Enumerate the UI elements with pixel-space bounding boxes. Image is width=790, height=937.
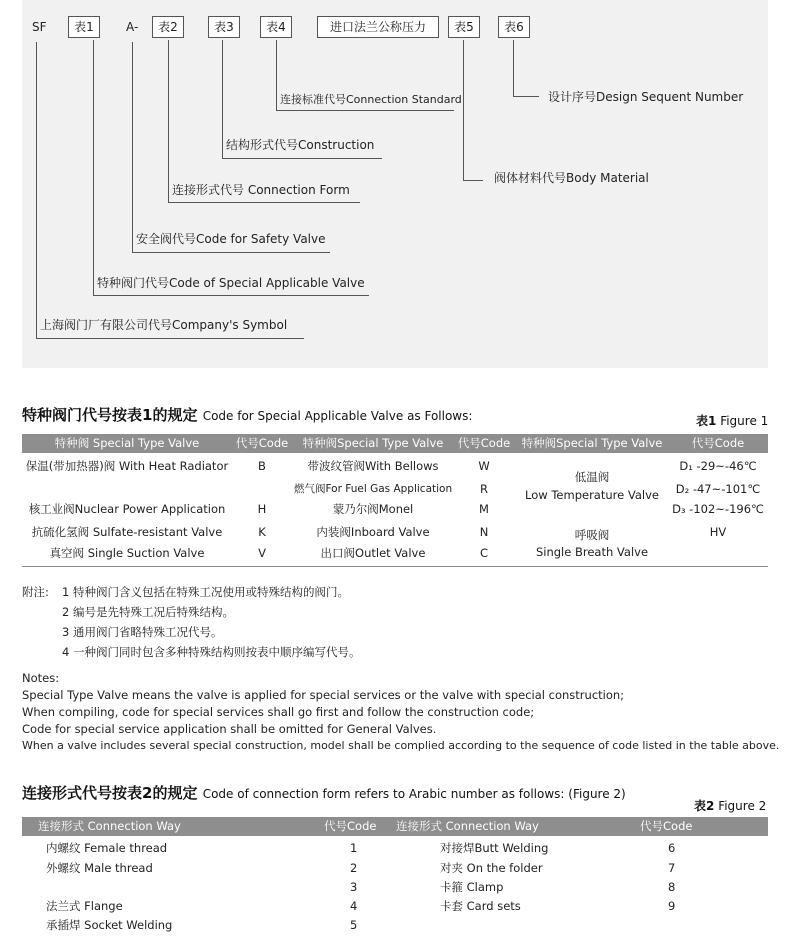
table2-header-cell: 代号Code <box>640 819 693 833</box>
table-cell: N <box>479 525 489 539</box>
table1-header-cell: 代号Code <box>691 436 745 450</box>
table-cell: D₂ -47~-101℃ <box>675 482 761 496</box>
leader-line <box>222 158 382 159</box>
leader-line <box>276 110 454 111</box>
leader-line <box>463 40 464 180</box>
table1-bottom-rule <box>22 566 768 567</box>
label-body-material: 阀体材料代号Body Material <box>494 171 649 185</box>
table-cell: 低温阀 <box>574 470 610 484</box>
leader-line <box>36 42 37 338</box>
code-box-pressure: 进口法兰公称压力 <box>317 16 439 38</box>
notes-en-line: When a valve includes several special construction, model shall be complied according to the sequence of code listed in the table above. <box>22 739 780 752</box>
notes-en-line: Notes: <box>22 671 60 685</box>
table-cell: C <box>479 546 489 560</box>
table-cell: 内装阀Inboard Valve <box>316 525 430 539</box>
code-box-t6: 表6 <box>498 16 530 38</box>
table-cell: 燃气阀For Fuel Gas Application <box>294 483 453 495</box>
notes-cn-item: 1 特种阀门含义包括在特殊工况使用或特殊结构的阀门。 <box>62 585 349 599</box>
leader-line <box>463 180 483 181</box>
table-cell: 6 <box>668 841 676 855</box>
table-cell: 3 <box>350 880 358 894</box>
notes-cn-item: 2 编号是先特殊工况后特殊结构。 <box>62 605 234 619</box>
code-box-t3: 表3 <box>208 16 240 38</box>
notes-en-line: When compiling, code for special services shall go first and follow the construction code; <box>22 705 535 719</box>
code-sf: SF <box>32 20 47 34</box>
label-connection-standard: 连接标准代号Connection Standard <box>280 93 462 106</box>
code-box-t4: 表4 <box>260 16 292 38</box>
table-cell: 2 <box>350 861 358 875</box>
table-cell: 卡套 Card sets <box>440 899 521 913</box>
table1-header-cell: 代号Code <box>235 436 289 450</box>
table1-header-cell: 特种阀 Special Type Valve <box>54 436 200 450</box>
notes-en-line: Code for special service application shall be omitted for General Valves. <box>22 722 437 736</box>
table-cell: H <box>257 502 267 516</box>
leader-line <box>132 42 133 252</box>
label-connection-form: 连接形式代号 Connection Form <box>172 183 350 197</box>
table-cell: B <box>258 459 266 473</box>
table-cell: 真空阀 Single Suction Valve <box>49 546 205 560</box>
table-cell: 核工业阀Nuclear Power Application <box>28 502 226 516</box>
code-box-t1: 表1 <box>68 16 100 38</box>
table1-header-cell: 特种阀Special Type Valve <box>521 436 663 450</box>
table1-header-cell: 代号Code <box>457 436 511 450</box>
figure1-caption: 表1 Figure 1 <box>696 414 769 428</box>
table-cell: 内螺纹 Female thread <box>46 841 168 855</box>
table-cell: D₁ -29~-46℃ <box>679 459 757 473</box>
model-code-diagram <box>22 0 768 368</box>
table2-header <box>22 817 768 836</box>
table-cell: V <box>258 546 266 560</box>
table-cell: W <box>478 459 490 473</box>
leader-line <box>93 295 369 296</box>
label-construction: 结构形式代号Construction <box>226 138 375 152</box>
table-cell: 带波纹管阀With Bellows <box>307 459 439 473</box>
table-cell: 对夹 On the folder <box>440 861 543 875</box>
leader-line <box>93 40 94 295</box>
leader-line <box>276 40 277 110</box>
leader-line <box>513 40 514 96</box>
table-cell: Low Temperature Valve <box>525 488 659 502</box>
leader-line <box>168 40 169 202</box>
notes-cn-label: 附注: <box>22 585 49 599</box>
table-cell: 7 <box>668 861 676 875</box>
table2-header-cell: 代号Code <box>324 819 377 833</box>
table-cell: 对接焊Butt Welding <box>440 841 549 855</box>
leader-line <box>36 338 304 339</box>
table-cell: 保温(带加热器)阀 With Heat Radiator <box>25 459 229 473</box>
table-cell: 蒙乃尔阀Monel <box>332 502 414 516</box>
table-cell: D₃ -102~-196℃ <box>672 502 764 516</box>
table-cell: K <box>258 525 266 539</box>
notes-cn-item: 4 一种阀门同时包含多种特殊结构则按表中顺序编写代号。 <box>62 645 361 659</box>
table-cell: 外螺纹 Male thread <box>46 861 153 875</box>
section1-title: 特种阀门代号按表1的规定 Code for Special Applicable Valve as Follows: <box>22 406 473 424</box>
table1-header <box>22 434 768 453</box>
leader-line <box>513 96 539 97</box>
leader-line <box>132 252 330 253</box>
table-cell: 呼吸阀 <box>574 528 610 542</box>
label-company-symbol: 上海阀门厂有限公司代号Company's Symbol <box>40 318 288 332</box>
figure2-caption: 表2 Figure 2 <box>694 799 767 813</box>
table-cell: 抗硫化氢阀 Sulfate-resistant Valve <box>31 525 223 539</box>
table-cell: 4 <box>350 899 358 913</box>
table-cell: 出口阀Outlet Valve <box>320 546 426 560</box>
label-special-valve: 特种阀门代号Code of Special Applicable Valve <box>97 276 365 290</box>
table-cell: 1 <box>350 841 358 855</box>
table1-header-cell: 特种阀Special Type Valve <box>302 436 444 450</box>
table-cell: R <box>480 482 488 496</box>
table-cell: Single Breath Valve <box>535 545 649 559</box>
notes-cn-item: 3 通用阀门省略特殊工况代号。 <box>62 625 223 639</box>
table-cell: 5 <box>350 918 358 932</box>
label-design-sequent: 设计序号Design Sequent Number <box>548 90 744 104</box>
leader-line <box>168 202 360 203</box>
table-cell: 9 <box>668 899 676 913</box>
table-cell: 8 <box>668 880 676 894</box>
leader-line <box>222 40 223 158</box>
table-cell: 法兰式 Flange <box>46 899 123 913</box>
code-box-t5: 表5 <box>448 16 480 38</box>
code-a: A- <box>126 20 139 34</box>
table2-header-cell: 连接形式 Connection Way <box>396 819 539 833</box>
table2-header-cell: 连接形式 Connection Way <box>38 819 181 833</box>
table-cell: M <box>479 502 489 516</box>
label-safety-valve: 安全阀代号Code for Safety Valve <box>136 232 326 246</box>
table-cell: 卡箍 Clamp <box>440 880 504 894</box>
code-box-t2: 表2 <box>152 16 184 38</box>
table-cell: 承插焊 Socket Welding <box>46 918 173 932</box>
notes-en-line: Special Type Valve means the valve is applied for special services or the valve with special construction; <box>22 688 625 702</box>
section2-title: 连接形式代号按表2的规定 Code of connection form refers to Arabic number as follows: (Figure 2) <box>22 784 626 802</box>
table-cell: HV <box>709 525 727 539</box>
